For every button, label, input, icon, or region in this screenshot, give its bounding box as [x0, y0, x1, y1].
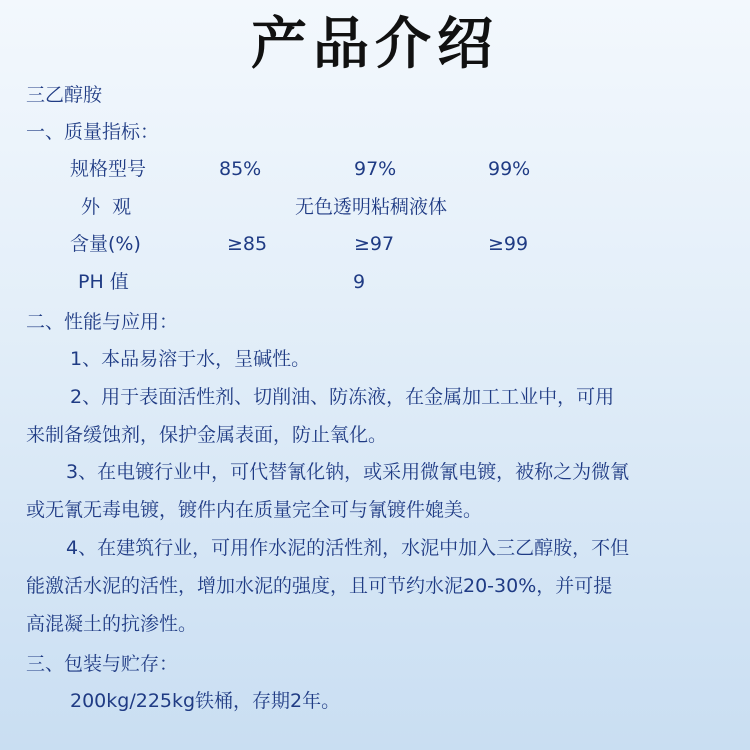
appearance-row-value: 无色透明粘稠液体 [295, 196, 448, 218]
section3-item1: 200kg/225kg铁桶，存期2年。 [70, 690, 341, 712]
spec-row-value-2: 97% [354, 158, 397, 180]
section2-item4-line1: 4、在建筑行业，可用作水泥的活性剂，水泥中加入三乙醇胺，不但 [66, 537, 630, 559]
section2-heading: 二、性能与应用： [26, 311, 179, 333]
content-row-value-3: ≥99 [488, 233, 529, 255]
section2-item1: 1、本品易溶于水，呈碱性。 [70, 348, 311, 370]
product-name: 三乙醇胺 [26, 84, 103, 106]
section2-item2-line2: 来制备缓蚀剂，保护金属表面，防止氧化。 [26, 424, 388, 446]
section2-item3-line2: 或无氰无毒电镀，镀件内在质量完全可与氰镀件媲美。 [26, 499, 483, 521]
content-row-value-1: ≥85 [227, 233, 268, 255]
spec-row-value-1: 85% [219, 158, 262, 180]
section1-heading: 一、质量指标： [26, 121, 160, 143]
ph-row-label: PH 值 [78, 271, 129, 293]
section2-item2-line1: 2、用于表面活性剂、切削油、防冻液，在金属加工工业中，可用 [70, 386, 615, 408]
section2-item4-line2: 能激活水泥的活性，增加水泥的强度，且可节约水泥20-30%，并可提 [26, 575, 613, 597]
section3-heading: 三、包装与贮存： [26, 653, 179, 675]
ph-row-value: 9 [353, 271, 366, 293]
spec-row-value-3: 99% [488, 158, 531, 180]
content-row-label: 含量(%) [70, 233, 141, 255]
section2-item3-line1: 3、在电镀行业中，可代替氰化钠，或采用微氰电镀，被称之为微氰 [66, 461, 630, 483]
content-row-value-2: ≥97 [354, 233, 395, 255]
spec-row-label: 规格型号 [70, 158, 147, 180]
page-title: 产品介绍 [251, 12, 499, 77]
appearance-row-label: 外 观 [81, 196, 132, 218]
section2-item4-line3: 高混凝土的抗渗性。 [26, 613, 198, 635]
